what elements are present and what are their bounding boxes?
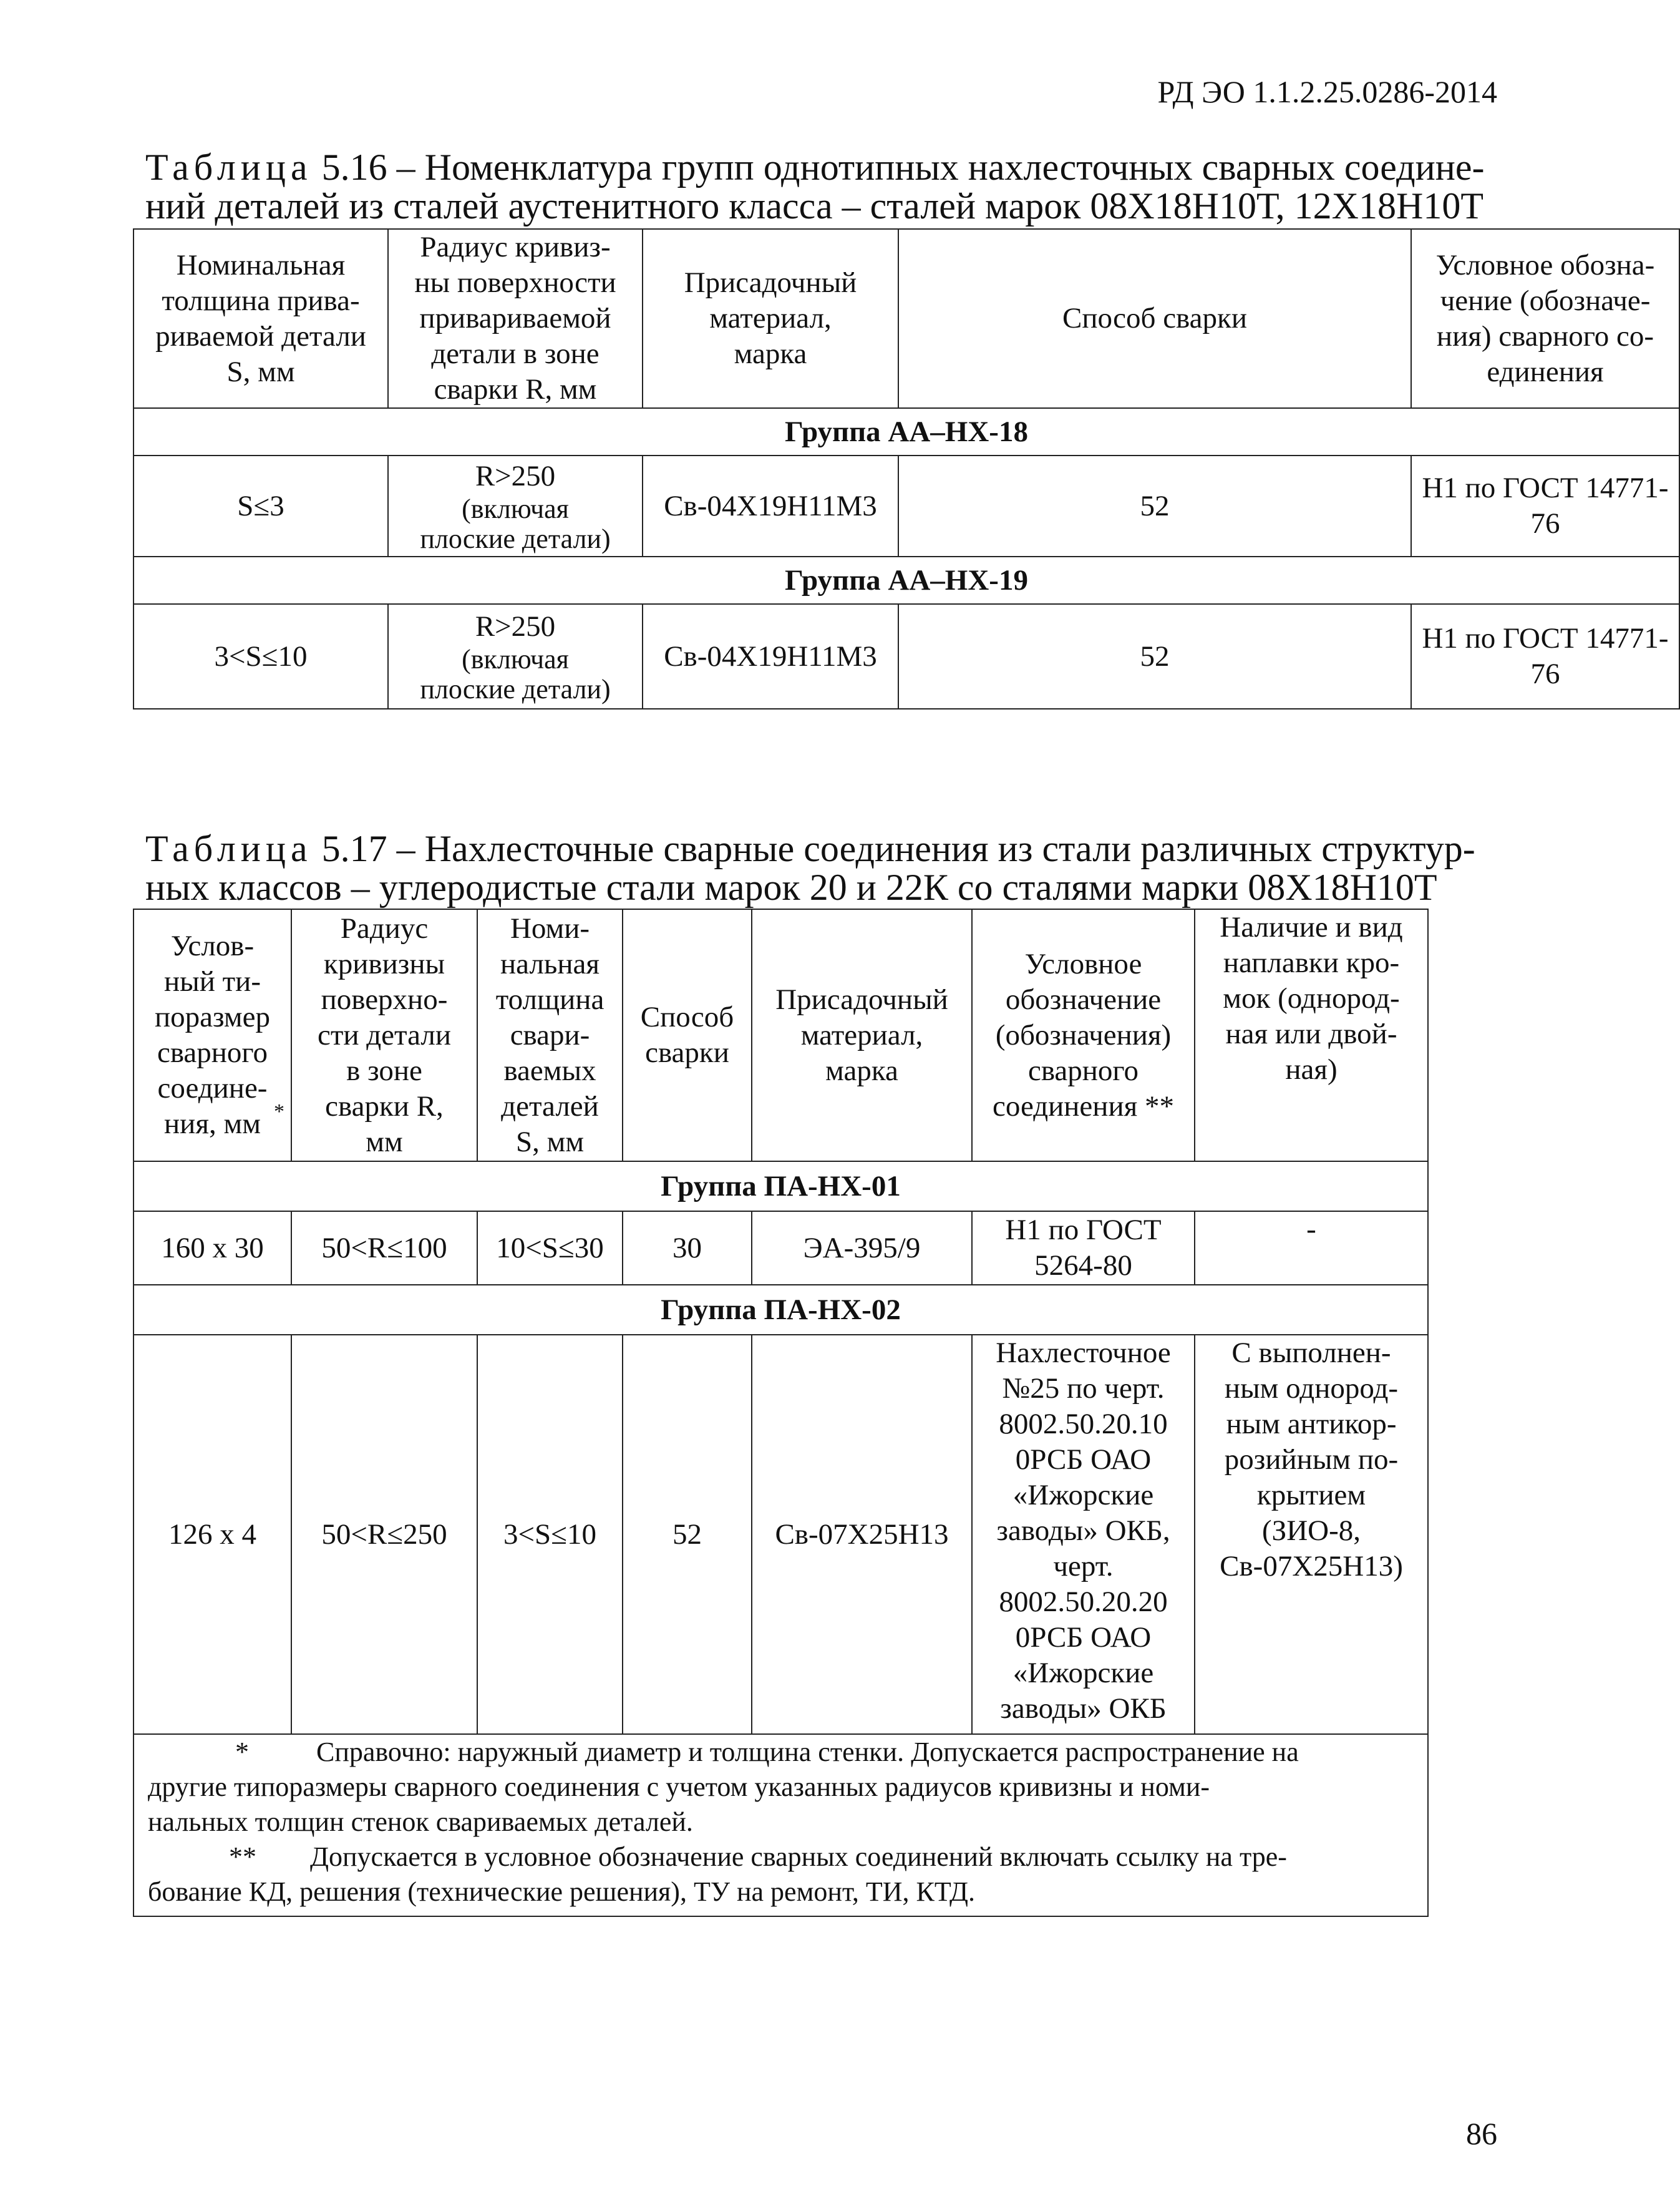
table-5-17: [133, 909, 1429, 1917]
designation-cell: Н1 по ГОСТ 14771- 76: [1411, 604, 1679, 709]
column-header: Способ сварки: [623, 909, 752, 1161]
caption-label: Таблица: [145, 828, 313, 869]
group-row: [134, 557, 1679, 604]
table-header-row: [134, 229, 1679, 408]
thickness-cell: 3<S≤10: [134, 604, 388, 709]
column-header: Номинальная толщина прива- риваемой детали S, мм: [134, 229, 388, 408]
cladding-cell: С выполнен- ным однород- ным антикор- розийным по- крытием (ЗИО-8, Св-07Х25Н13): [1195, 1335, 1428, 1734]
radius-value: R>250: [475, 610, 556, 643]
group-title: Группа ПА-НХ-02: [134, 1285, 1428, 1335]
filler-cell: Св-04Х19Н11М3: [643, 456, 898, 557]
caption-text: 5.16 – Номенклатура групп однотипных нахлесточных сварных соедине-: [321, 147, 1485, 188]
column-header: Радиус кривиз- ны поверхности приваривaемой детали в зоне сварки R, мм: [388, 229, 643, 408]
designation-cell: Н1 по ГОСТ 5264-80: [972, 1211, 1195, 1285]
radius-cell: 50<R≤100: [291, 1211, 477, 1285]
group-title: Группа АА–НХ-19: [134, 557, 1679, 604]
column-header-text: Услов- ный ти- поразмер сварного соедине- ния, мм: [154, 930, 271, 1140]
thickness-cell: 3<S≤10: [477, 1335, 623, 1734]
designation-cell: Нахлесточное №25 по черт. 8002.50.20.10 0РСБ ОАО «Ижорские заводы» ОКБ, черт. 8002.50.20.20 0РСБ ОАО «Ижорские заводы» ОКБ: [972, 1335, 1195, 1734]
footnote-2: [148, 1840, 1414, 1875]
group-row: [134, 1161, 1428, 1211]
table-header-row: [134, 909, 1428, 1161]
notes-row: [134, 1734, 1428, 1916]
designation-cell: Н1 по ГОСТ 14771- 76: [1411, 456, 1679, 557]
footnote-marker: *: [274, 1100, 284, 1123]
table-notes: [134, 1734, 1428, 1916]
footnote-text: другие типоразмеры сварного соединения с учетом указанных радиусов кривизны и номи-: [148, 1772, 1210, 1802]
group-row: [134, 1285, 1428, 1335]
table-5-17-caption: [145, 828, 1475, 908]
column-header: Условное обозна- чение (обозначе- ния) сварного со- единения: [1411, 229, 1679, 408]
page-number: 86: [1466, 2116, 1497, 2151]
method-cell: 52: [623, 1335, 752, 1734]
thickness-cell: S≤3: [134, 456, 388, 557]
radius-note: (включая плоские детали): [420, 493, 611, 554]
caption-text: ний деталей из сталей аустенитного класса – сталей марок 08Х18Н10Т, 12Х18Н10Т: [145, 185, 1483, 227]
radius-cell: 50<R≤250: [291, 1335, 477, 1734]
radius-cell: [388, 604, 643, 709]
footnote-text: Справочно: наружный диаметр и толщина стенки. Допускается распространение на: [316, 1737, 1299, 1767]
footnote-text: Допускается в условное обозначение сварных соединений включать ссылку на тре-: [310, 1841, 1287, 1872]
column-header: [134, 909, 291, 1161]
column-header: Условное обозначение (обозначения) сварного соединения **: [972, 909, 1195, 1161]
group-title: Группа АА–НХ-18: [134, 408, 1679, 456]
table-row: [134, 1335, 1428, 1734]
radius-note: (включая плоские детали): [420, 643, 611, 704]
method-cell: 52: [898, 456, 1411, 557]
filler-cell: Св-04Х19Н11М3: [643, 604, 898, 709]
cladding-cell: -: [1195, 1211, 1428, 1285]
thickness-cell: 10<S≤30: [477, 1211, 623, 1285]
table-row: [134, 604, 1679, 709]
column-header: Номи- нальная толщина свари- ваемых деталей S, мм: [477, 909, 623, 1161]
method-cell: 52: [898, 604, 1411, 709]
caption-text: 5.17 – Нахлесточные сварные соединения из стали различных структур-: [321, 828, 1475, 869]
footnote-1-line: нальных толщин стенок свариваемых деталей.: [148, 1806, 693, 1837]
filler-cell: Св-07Х25Н13: [752, 1335, 972, 1734]
column-header: Присадочный материал, марка: [643, 229, 898, 408]
caption-text: ных классов – углеродистые стали марок 20 и 22К со сталями марки 08Х18Н10Т: [145, 867, 1437, 908]
size-cell: 160 х 30: [134, 1211, 291, 1285]
column-header: Способ сварки: [898, 229, 1411, 408]
footnote-mark: **: [229, 1841, 256, 1872]
footnote-mark: *: [235, 1737, 249, 1767]
column-header: Наличие и вид наплавки кро- мок (однород- ная или двой- ная): [1195, 909, 1428, 1161]
group-title: Группа ПА-НХ-01: [134, 1161, 1428, 1211]
footnote-1-line: [148, 1770, 1414, 1805]
method-cell: 30: [623, 1211, 752, 1285]
document-code: РД ЭО 1.1.2.25.0286-2014: [1157, 74, 1497, 109]
size-cell: 126 х 4: [134, 1335, 291, 1734]
column-header: Присадочный материал, марка: [752, 909, 972, 1161]
table-row: [134, 1211, 1428, 1285]
table-5-16: [133, 228, 1680, 709]
column-header: Радиус кривизны поверхно- сти детали в зоне сварки R, мм: [291, 909, 477, 1161]
footnote-2-line: бование КД, решения (технические решения), ТУ на ремонт, ТИ, КТД.: [148, 1876, 976, 1907]
group-row: [134, 408, 1679, 456]
radius-value: R>250: [475, 459, 556, 492]
footnote-1: [148, 1735, 1414, 1770]
radius-cell: [388, 456, 643, 557]
caption-label: Таблица: [145, 147, 313, 188]
filler-cell: ЭА-395/9: [752, 1211, 972, 1285]
table-row: [134, 456, 1679, 557]
table-5-16-caption: [145, 147, 1485, 227]
